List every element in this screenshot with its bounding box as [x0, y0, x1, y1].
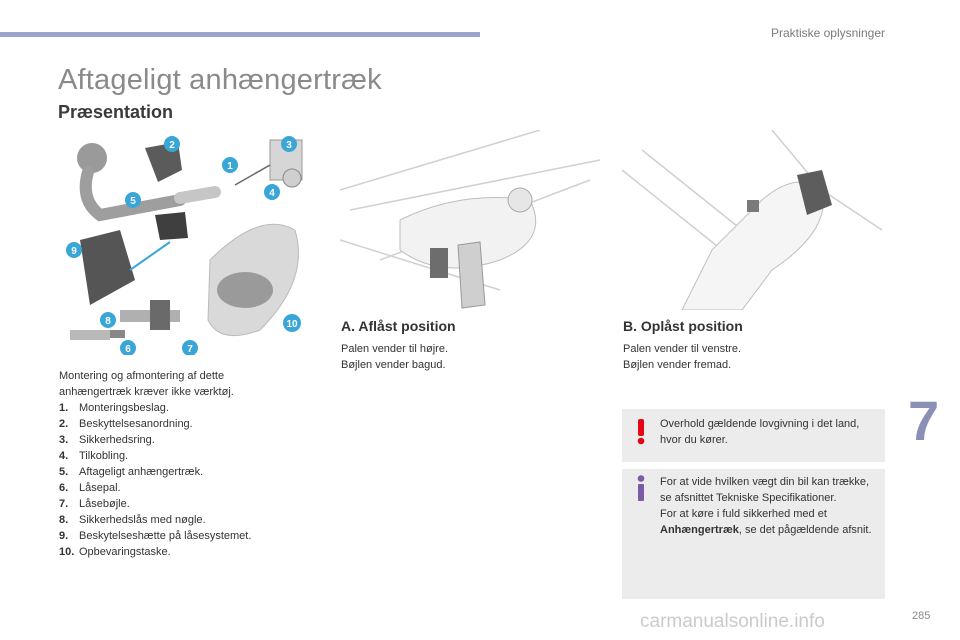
svg-text:1: 1 — [227, 161, 233, 172]
svg-text:4: 4 — [269, 188, 275, 199]
svg-text:5: 5 — [130, 196, 136, 207]
list-item: 7. Låsebøjle. — [59, 498, 130, 510]
svg-text:8: 8 — [105, 316, 111, 327]
callout-2 — [164, 136, 180, 152]
svg-text:9: 9 — [71, 246, 77, 257]
callout-10 — [283, 314, 301, 332]
list-item: 6. Låsepal. — [59, 482, 121, 494]
list-item: 9. Beskytelseshætte på låsesystemet. — [59, 530, 252, 542]
svg-text:6: 6 — [125, 344, 131, 355]
callout-1 — [222, 157, 238, 173]
callout-4 — [264, 184, 280, 200]
list-item: 3. Sikkerhedsring. — [59, 434, 155, 446]
warning-note — [622, 409, 885, 462]
info-text: For at vide hvilken vægt din bil kan trække, se afsnittet Tekniske Specifikationer. For at køre i fuld sikkerhed med et Anhængertræk, se det pågældende afsnit. — [660, 476, 872, 536]
page-number: 285 — [912, 610, 931, 622]
callout-5 — [125, 192, 141, 208]
warning-text: Overhold gældende lovgivning i det land, hvor du kører. — [660, 418, 860, 446]
page-subtitle: Præsentation — [58, 102, 174, 122]
list-item: 4. Tilkobling. — [59, 450, 129, 462]
warning-icon — [634, 419, 648, 445]
position-b-text: Palen vender til venstre. Bøjlen vender fremad. — [623, 343, 742, 371]
svg-text:2: 2 — [169, 140, 175, 151]
tow-bar-parts-illustration — [60, 130, 322, 355]
intro-text: Montering og afmontering af dette anhængertræk kræver ikke værktøj. — [59, 370, 234, 398]
svg-text:3: 3 — [286, 140, 292, 151]
callout-9 — [66, 242, 82, 258]
section-label: Praktiske oplysninger — [770, 26, 885, 40]
info-icon — [634, 475, 648, 501]
position-b-heading: B. Oplåst position — [623, 318, 743, 334]
callout-3 — [281, 136, 297, 152]
chapter-number: 7 — [908, 389, 940, 452]
list-item: 1. Monteringsbeslag. — [59, 402, 169, 414]
header-accent-bar — [0, 32, 480, 37]
unlocked-position-illustration — [622, 130, 884, 310]
parts-list — [59, 400, 319, 560]
svg-text:10: 10 — [286, 319, 298, 330]
position-a-heading: A. Aflåst position — [341, 318, 456, 334]
list-item: 5. Aftageligt anhængertræk. — [59, 466, 204, 478]
watermark: carmanualsonline.info — [640, 611, 825, 632]
svg-text:7: 7 — [187, 344, 193, 355]
locked-position-illustration — [340, 130, 602, 310]
page-title: Aftageligt anhængertræk — [58, 64, 382, 96]
list-item: 2. Beskyttelsesanordning. — [59, 418, 193, 430]
list-item: 10. Opbevaringstaske. — [59, 546, 171, 558]
position-a-text: Palen vender til højre. Bøjlen vender bagud. — [341, 343, 448, 371]
info-note — [622, 469, 885, 599]
callout-8 — [100, 312, 116, 328]
list-item: 8. Sikkerhedslås med nøgle. — [59, 514, 206, 526]
